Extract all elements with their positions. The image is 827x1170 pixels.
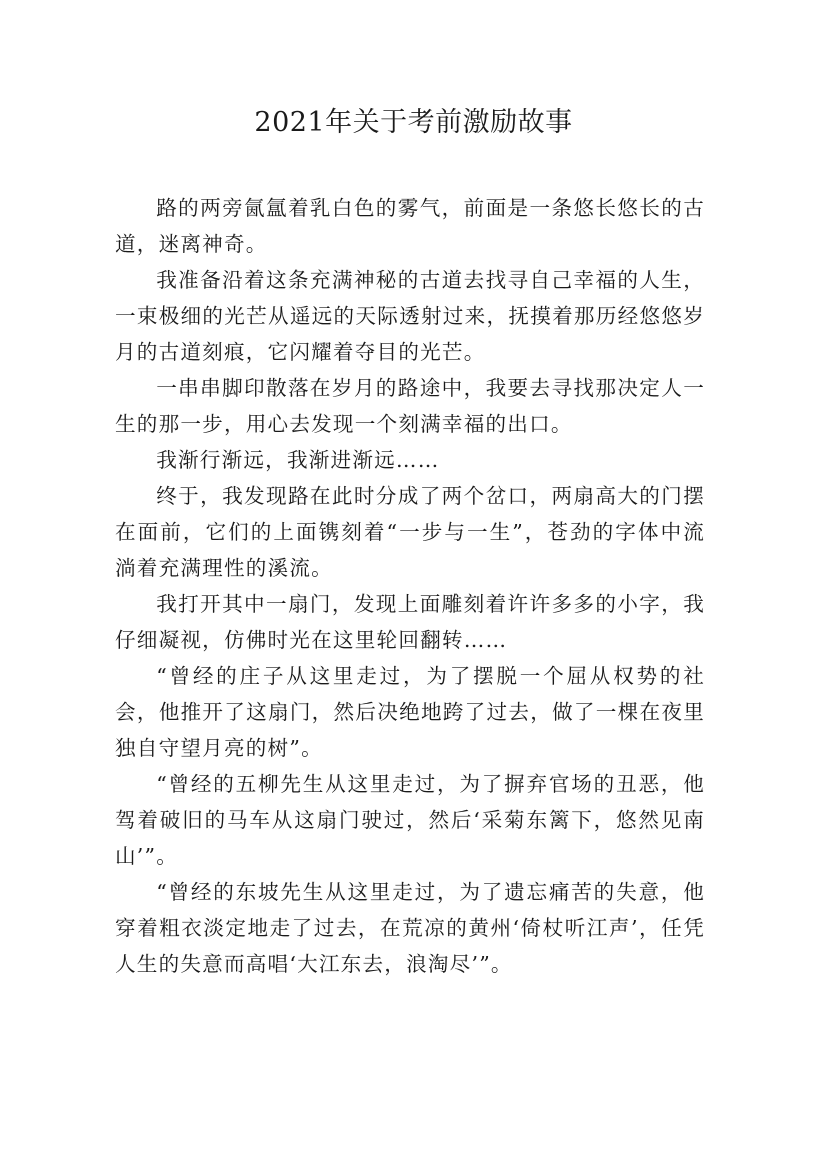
paragraph: 我渐行渐远，我渐进渐远…… [156,448,440,472]
paragraph: 一串串脚印散落在岁月的路途中，我要去寻找那决定人一生的那一步，用心去发现一个刻满幸福的出口。 [115,376,705,436]
paragraph: 终于，我发现路在此时分成了两个岔口，两扇高大的门摆在面前，它们的上面镌刻着“一步与一生”，苍劲的字体中流淌着充满理性的溪流。 [115,484,705,580]
paragraph: “曾经的五柳先生从这里走过，为了摒弃官场的丑恶，他驾着破旧的马车从这扇门驶过，然后‘采菊东篱下，悠然见南山’”。 [115,772,705,868]
document-title: 2021年关于考前激励故事 [254,107,573,138]
paragraph: 我打开其中一扇门，发现上面雕刻着许许多多的小字，我仔细凝视，仿佛时光在这里轮回翻转…… [115,592,705,652]
paragraph: 路的两旁氤氲着乳白色的雾气，前面是一条悠长悠长的古道，迷离神奇。 [115,196,705,256]
paragraph: “曾经的东坡先生从这里走过，为了遗忘痛苦的失意，他穿着粗衣淡定地走了过去，在荒凉的黄州‘倚杖听江声’，任凭人生的失意而高唱‘大江东去，浪淘尽’”。 [115,880,705,976]
paragraph: 我准备沿着这条充满神秘的古道去找寻自己幸福的人生，一束极细的光芒从遥远的天际透射过来，抚摸着那历经悠悠岁月的古道刻痕，它闪耀着夺目的光芒。 [115,268,705,364]
paragraph: “曾经的庄子从这里走过，为了摆脱一个屈从权势的社会，他推开了这扇门，然后决绝地跨了过去，做了一棵在夜里独自守望月亮的树”。 [115,664,705,760]
document-body [115,190,705,982]
